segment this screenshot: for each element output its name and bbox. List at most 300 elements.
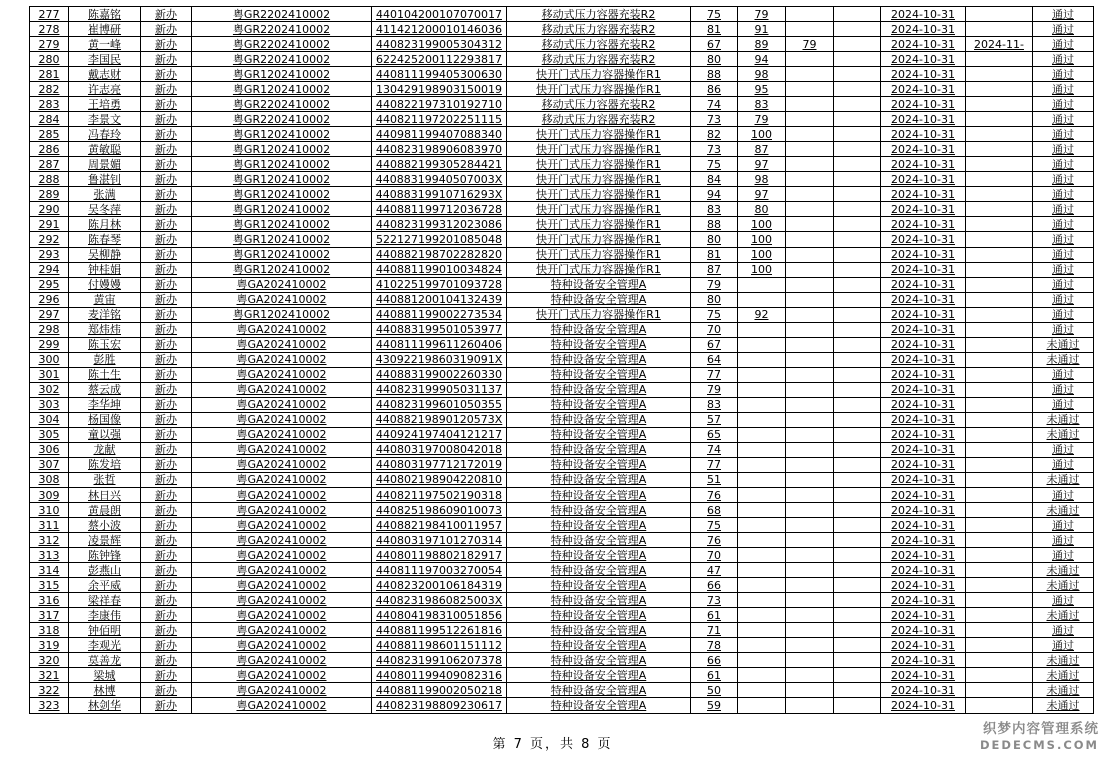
cell-retake_date — [966, 427, 1033, 442]
cell-seq: 294 — [30, 262, 69, 277]
cell-batch_code: 粤GA202410002 — [192, 623, 372, 638]
results-table — [29, 6, 1094, 714]
cell-batch_code: 粤GR2202410002 — [192, 52, 372, 67]
cell-seq: 312 — [30, 533, 69, 548]
cell-score_4 — [834, 142, 881, 157]
cell-id_number: 440881200104132439 — [372, 292, 507, 307]
cell-exam_date: 2024-10-31 — [881, 653, 966, 668]
cell-exam_subject: 特种设备安全管理A — [507, 578, 691, 593]
cell-score_1: 74 — [691, 97, 738, 112]
cell-seq: 321 — [30, 668, 69, 683]
cell-score_3 — [786, 67, 834, 82]
cell-score_4 — [834, 608, 881, 623]
cell-exam_subject: 移动式压力容器充装R2 — [507, 37, 691, 52]
cell-score_1: 67 — [691, 337, 738, 352]
cell-seq: 303 — [30, 397, 69, 412]
table-row — [30, 262, 1094, 277]
cell-score_3 — [786, 112, 834, 127]
cell-seq: 302 — [30, 382, 69, 397]
cell-exam_subject: 快开门式压力容器操作R1 — [507, 142, 691, 157]
cell-id_number: 440823199312023086 — [372, 217, 507, 232]
table-row — [30, 292, 1094, 307]
cell-result: 通过 — [1033, 457, 1094, 472]
cell-result: 通过 — [1033, 52, 1094, 67]
cell-name: 陈嘉铭 — [69, 7, 141, 22]
cell-batch_code: 粤GR1202410002 — [192, 127, 372, 142]
cell-score_4 — [834, 352, 881, 367]
cell-apply_type: 新办 — [141, 367, 192, 382]
cell-batch_code: 粤GR2202410002 — [192, 97, 372, 112]
cell-name: 吴柳静 — [69, 247, 141, 262]
cell-score_2: 100 — [738, 232, 786, 247]
cell-retake_date — [966, 668, 1033, 683]
cell-id_number: 410225199701093728 — [372, 277, 507, 292]
cell-result: 通过 — [1033, 67, 1094, 82]
cell-exam_subject: 特种设备安全管理A — [507, 292, 691, 307]
cell-result: 通过 — [1033, 518, 1094, 533]
cell-name: 黄一峰 — [69, 37, 141, 52]
cell-seq: 278 — [30, 22, 69, 37]
cell-apply_type: 新办 — [141, 668, 192, 683]
cell-exam_subject: 特种设备安全管理A — [507, 683, 691, 698]
cell-name: 陈土生 — [69, 367, 141, 382]
cell-seq: 277 — [30, 7, 69, 22]
cell-score_1: 59 — [691, 698, 738, 714]
cell-retake_date — [966, 322, 1033, 337]
cell-exam_subject: 特种设备安全管理A — [507, 427, 691, 442]
cell-score_3 — [786, 623, 834, 638]
cell-exam_date: 2024-10-31 — [881, 457, 966, 472]
cell-seq: 295 — [30, 277, 69, 292]
cell-batch_code: 粤GA202410002 — [192, 608, 372, 623]
cell-result: 通过 — [1033, 247, 1094, 262]
cell-score_1: 66 — [691, 578, 738, 593]
cell-id_number: 440823200106184319 — [372, 578, 507, 593]
cell-exam_date: 2024-10-31 — [881, 352, 966, 367]
cell-id_number: 440803197101270314 — [372, 533, 507, 548]
cell-batch_code: 粤GR1202410002 — [192, 232, 372, 247]
cell-name: 林日兴 — [69, 488, 141, 503]
cell-score_2: 79 — [738, 112, 786, 127]
cell-name: 凌景辉 — [69, 533, 141, 548]
cell-retake_date — [966, 412, 1033, 427]
cell-result: 通过 — [1033, 533, 1094, 548]
cell-batch_code: 粤GA202410002 — [192, 488, 372, 503]
cell-batch_code: 粤GA202410002 — [192, 277, 372, 292]
cell-score_4 — [834, 7, 881, 22]
cell-apply_type: 新办 — [141, 653, 192, 668]
cell-seq: 305 — [30, 427, 69, 442]
cell-batch_code: 粤GA202410002 — [192, 668, 372, 683]
cell-seq: 282 — [30, 82, 69, 97]
cell-retake_date — [966, 533, 1033, 548]
cell-score_3 — [786, 457, 834, 472]
cell-score_4 — [834, 262, 881, 277]
cell-seq: 315 — [30, 578, 69, 593]
cell-retake_date — [966, 382, 1033, 397]
cell-batch_code: 粤GA202410002 — [192, 533, 372, 548]
cell-apply_type: 新办 — [141, 563, 192, 578]
cell-seq: 322 — [30, 683, 69, 698]
cell-retake_date — [966, 307, 1033, 322]
cell-retake_date — [966, 397, 1033, 412]
cell-batch_code: 粤GA202410002 — [192, 397, 372, 412]
cell-score_4 — [834, 22, 881, 37]
cell-score_2 — [738, 653, 786, 668]
cell-result: 通过 — [1033, 157, 1094, 172]
cell-id_number: 440881198601151112 — [372, 638, 507, 653]
cell-score_4 — [834, 533, 881, 548]
cell-id_number: 440981199407088340 — [372, 127, 507, 142]
cell-retake_date — [966, 52, 1033, 67]
cell-seq: 308 — [30, 472, 69, 487]
cell-apply_type: 新办 — [141, 127, 192, 142]
cell-seq: 292 — [30, 232, 69, 247]
cell-result: 未通过 — [1033, 698, 1094, 714]
cell-score_4 — [834, 337, 881, 352]
cell-retake_date — [966, 97, 1033, 112]
cell-score_1: 64 — [691, 352, 738, 367]
cell-score_1: 75 — [691, 7, 738, 22]
cell-apply_type: 新办 — [141, 472, 192, 487]
cell-score_4 — [834, 82, 881, 97]
cell-apply_type: 新办 — [141, 412, 192, 427]
table-row — [30, 142, 1094, 157]
cell-score_2: 79 — [738, 7, 786, 22]
cell-name: 吴冬萍 — [69, 202, 141, 217]
cell-score_3 — [786, 202, 834, 217]
cell-id_number: 440881199010034824 — [372, 262, 507, 277]
table-row — [30, 397, 1094, 412]
cell-seq: 311 — [30, 518, 69, 533]
cell-name: 鲁湛钊 — [69, 172, 141, 187]
cell-exam_date: 2024-10-31 — [881, 563, 966, 578]
table-row — [30, 503, 1094, 518]
cell-name: 龙献 — [69, 442, 141, 457]
cell-score_4 — [834, 232, 881, 247]
watermark-domain: DEDECMS.COM — [980, 737, 1099, 752]
cell-result: 通过 — [1033, 142, 1094, 157]
cell-id_number: 440881199002273534 — [372, 307, 507, 322]
cell-seq: 296 — [30, 292, 69, 307]
cell-apply_type: 新办 — [141, 52, 192, 67]
cell-result: 未通过 — [1033, 563, 1094, 578]
cell-seq: 307 — [30, 457, 69, 472]
cell-retake_date — [966, 202, 1033, 217]
cell-exam_date: 2024-10-31 — [881, 412, 966, 427]
cell-name: 戴志财 — [69, 67, 141, 82]
cell-retake_date — [966, 292, 1033, 307]
cell-exam_subject: 特种设备安全管理A — [507, 352, 691, 367]
cell-score_2 — [738, 292, 786, 307]
cell-batch_code: 粤GA202410002 — [192, 457, 372, 472]
cell-batch_code: 粤GR1202410002 — [192, 187, 372, 202]
cell-score_3 — [786, 698, 834, 714]
table-row — [30, 52, 1094, 67]
cell-id_number: 440883199501053977 — [372, 322, 507, 337]
cell-score_2: 92 — [738, 307, 786, 322]
cell-score_2 — [738, 608, 786, 623]
cell-exam_subject: 特种设备安全管理A — [507, 457, 691, 472]
cell-exam_date: 2024-10-31 — [881, 518, 966, 533]
cell-result: 通过 — [1033, 593, 1094, 608]
cell-id_number: 440881199512261816 — [372, 623, 507, 638]
cell-result: 通过 — [1033, 307, 1094, 322]
cell-seq: 281 — [30, 67, 69, 82]
cell-exam_date: 2024-10-31 — [881, 488, 966, 503]
cell-score_3 — [786, 292, 834, 307]
cell-batch_code: 粤GA202410002 — [192, 427, 372, 442]
cell-score_3: 79 — [786, 37, 834, 52]
cell-score_2: 87 — [738, 142, 786, 157]
table-row — [30, 367, 1094, 382]
cell-id_number: 440801199409082316 — [372, 668, 507, 683]
cell-apply_type: 新办 — [141, 503, 192, 518]
table-row — [30, 322, 1094, 337]
cell-exam_date: 2024-10-31 — [881, 548, 966, 563]
cell-apply_type: 新办 — [141, 683, 192, 698]
cell-score_3 — [786, 217, 834, 232]
cell-id_number: 440823199005304312 — [372, 37, 507, 52]
cell-id_number: 440802198904220810 — [372, 472, 507, 487]
cell-apply_type: 新办 — [141, 112, 192, 127]
cell-score_4 — [834, 638, 881, 653]
cell-score_3 — [786, 488, 834, 503]
cell-id_number: 440823198906083970 — [372, 142, 507, 157]
cell-batch_code: 粤GA202410002 — [192, 593, 372, 608]
cell-score_1: 81 — [691, 247, 738, 262]
cell-score_2 — [738, 533, 786, 548]
cell-result: 通过 — [1033, 112, 1094, 127]
cell-score_2: 100 — [738, 262, 786, 277]
cell-name: 李华坤 — [69, 397, 141, 412]
cell-exam_subject: 移动式压力容器充装R2 — [507, 112, 691, 127]
cell-id_number: 440801198802182917 — [372, 548, 507, 563]
cell-apply_type: 新办 — [141, 217, 192, 232]
cell-exam_date: 2024-10-31 — [881, 442, 966, 457]
cell-score_1: 73 — [691, 112, 738, 127]
cell-result: 未通过 — [1033, 578, 1094, 593]
table-row — [30, 488, 1094, 503]
cell-seq: 317 — [30, 608, 69, 623]
cell-result: 通过 — [1033, 322, 1094, 337]
cell-apply_type: 新办 — [141, 247, 192, 262]
cell-score_3 — [786, 262, 834, 277]
cell-exam_subject: 特种设备安全管理A — [507, 623, 691, 638]
cell-seq: 301 — [30, 367, 69, 382]
cell-id_number: 622425200112293817 — [372, 52, 507, 67]
cell-retake_date — [966, 337, 1033, 352]
cell-result: 通过 — [1033, 367, 1094, 382]
cell-score_1: 83 — [691, 397, 738, 412]
cell-score_3 — [786, 653, 834, 668]
cell-score_1: 70 — [691, 548, 738, 563]
cell-score_1: 80 — [691, 52, 738, 67]
cell-result: 通过 — [1033, 623, 1094, 638]
cell-apply_type: 新办 — [141, 82, 192, 97]
cell-result: 通过 — [1033, 232, 1094, 247]
cell-score_4 — [834, 698, 881, 714]
cell-result: 未通过 — [1033, 427, 1094, 442]
cell-exam_date: 2024-10-31 — [881, 277, 966, 292]
cell-exam_subject: 快开门式压力容器操作R1 — [507, 202, 691, 217]
cell-score_2: 100 — [738, 217, 786, 232]
cell-result: 未通过 — [1033, 412, 1094, 427]
table-row — [30, 37, 1094, 52]
cell-result: 未通过 — [1033, 352, 1094, 367]
cell-seq: 298 — [30, 322, 69, 337]
cell-exam_subject: 特种设备安全管理A — [507, 397, 691, 412]
cell-exam_subject: 快开门式压力容器操作R1 — [507, 82, 691, 97]
cell-result: 通过 — [1033, 22, 1094, 37]
cell-batch_code: 粤GR2202410002 — [192, 7, 372, 22]
cell-seq: 286 — [30, 142, 69, 157]
cell-exam_date: 2024-10-31 — [881, 578, 966, 593]
table-row — [30, 653, 1094, 668]
cell-score_2 — [738, 548, 786, 563]
cell-seq: 290 — [30, 202, 69, 217]
cell-score_3 — [786, 277, 834, 292]
cell-retake_date — [966, 472, 1033, 487]
cell-id_number: 440804198310051856 — [372, 608, 507, 623]
cell-name: 黄敏聪 — [69, 142, 141, 157]
cell-exam_subject: 快开门式压力容器操作R1 — [507, 307, 691, 322]
cell-score_2: 89 — [738, 37, 786, 52]
cell-score_3 — [786, 157, 834, 172]
cell-seq: 314 — [30, 563, 69, 578]
cell-score_3 — [786, 232, 834, 247]
cell-retake_date — [966, 67, 1033, 82]
cell-score_3 — [786, 52, 834, 67]
cell-score_2: 80 — [738, 202, 786, 217]
table-row — [30, 668, 1094, 683]
cell-score_1: 83 — [691, 202, 738, 217]
cell-score_3 — [786, 22, 834, 37]
table-row — [30, 277, 1094, 292]
cell-score_1: 65 — [691, 427, 738, 442]
cell-result: 未通过 — [1033, 608, 1094, 623]
cell-score_1: 47 — [691, 563, 738, 578]
cell-exam_date: 2024-10-31 — [881, 202, 966, 217]
cell-exam_subject: 移动式压力容器充装R2 — [507, 22, 691, 37]
cell-score_1: 67 — [691, 37, 738, 52]
cell-seq: 304 — [30, 412, 69, 427]
cell-exam_subject: 快开门式压力容器操作R1 — [507, 67, 691, 82]
cell-result: 通过 — [1033, 277, 1094, 292]
cell-batch_code: 粤GA202410002 — [192, 322, 372, 337]
table-row — [30, 112, 1094, 127]
cell-result: 通过 — [1033, 82, 1094, 97]
cell-seq: 316 — [30, 593, 69, 608]
cell-seq: 285 — [30, 127, 69, 142]
cell-score_4 — [834, 442, 881, 457]
cell-score_2: 91 — [738, 22, 786, 37]
table-row — [30, 22, 1094, 37]
cell-id_number: 440821197502190318 — [372, 488, 507, 503]
cell-score_3 — [786, 172, 834, 187]
cell-exam_date: 2024-10-31 — [881, 52, 966, 67]
cell-retake_date — [966, 442, 1033, 457]
table-row — [30, 337, 1094, 352]
cell-result: 通过 — [1033, 548, 1094, 563]
cell-exam_date: 2024-10-31 — [881, 533, 966, 548]
cell-score_4 — [834, 563, 881, 578]
cell-retake_date — [966, 563, 1033, 578]
cell-score_1: 82 — [691, 127, 738, 142]
cell-score_3 — [786, 593, 834, 608]
cell-score_4 — [834, 322, 881, 337]
cell-score_1: 75 — [691, 307, 738, 322]
cell-score_2: 100 — [738, 247, 786, 262]
cell-score_4 — [834, 382, 881, 397]
cell-retake_date — [966, 157, 1033, 172]
cell-exam_date: 2024-10-31 — [881, 382, 966, 397]
cell-score_3 — [786, 127, 834, 142]
cell-name: 李国民 — [69, 52, 141, 67]
cell-score_3 — [786, 412, 834, 427]
cell-score_3 — [786, 668, 834, 683]
cell-batch_code: 粤GA202410002 — [192, 683, 372, 698]
cell-apply_type: 新办 — [141, 488, 192, 503]
table-row — [30, 427, 1094, 442]
cell-score_2: 94 — [738, 52, 786, 67]
cell-apply_type: 新办 — [141, 142, 192, 157]
cell-score_1: 77 — [691, 367, 738, 382]
table-row — [30, 352, 1094, 367]
cell-score_4 — [834, 397, 881, 412]
cell-exam_subject: 特种设备安全管理A — [507, 548, 691, 563]
cell-batch_code: 粤GA202410002 — [192, 698, 372, 714]
cell-id_number: 44082319860825003X — [372, 593, 507, 608]
cell-exam_subject: 特种设备安全管理A — [507, 277, 691, 292]
cell-exam_subject: 特种设备安全管理A — [507, 698, 691, 714]
cell-score_1: 74 — [691, 442, 738, 457]
cell-batch_code: 粤GA202410002 — [192, 548, 372, 563]
cell-retake_date — [966, 683, 1033, 698]
cell-apply_type: 新办 — [141, 623, 192, 638]
cell-batch_code: 粤GR1202410002 — [192, 157, 372, 172]
cell-score_2 — [738, 638, 786, 653]
cell-name: 梁城 — [69, 668, 141, 683]
table-row — [30, 683, 1094, 698]
cell-name: 蔡小波 — [69, 518, 141, 533]
cell-apply_type: 新办 — [141, 322, 192, 337]
cell-name: 彭胜 — [69, 352, 141, 367]
cell-apply_type: 新办 — [141, 608, 192, 623]
cell-exam_date: 2024-10-31 — [881, 367, 966, 382]
cell-score_4 — [834, 412, 881, 427]
cell-result: 通过 — [1033, 202, 1094, 217]
cell-score_1: 87 — [691, 262, 738, 277]
cell-exam_date: 2024-10-31 — [881, 232, 966, 247]
table-row — [30, 232, 1094, 247]
cell-exam_date: 2024-10-31 — [881, 247, 966, 262]
cell-score_3 — [786, 82, 834, 97]
cell-exam_date: 2024-10-31 — [881, 172, 966, 187]
cell-batch_code: 粤GR1202410002 — [192, 172, 372, 187]
cell-exam_subject: 特种设备安全管理A — [507, 533, 691, 548]
cell-exam_date: 2024-10-31 — [881, 112, 966, 127]
table-row — [30, 518, 1094, 533]
cell-score_2: 97 — [738, 157, 786, 172]
table-row — [30, 563, 1094, 578]
cell-batch_code: 粤GA202410002 — [192, 518, 372, 533]
cell-score_3 — [786, 322, 834, 337]
table-row — [30, 412, 1094, 427]
cell-exam_date: 2024-10-31 — [881, 337, 966, 352]
cell-seq: 309 — [30, 488, 69, 503]
cell-name: 李康伟 — [69, 608, 141, 623]
